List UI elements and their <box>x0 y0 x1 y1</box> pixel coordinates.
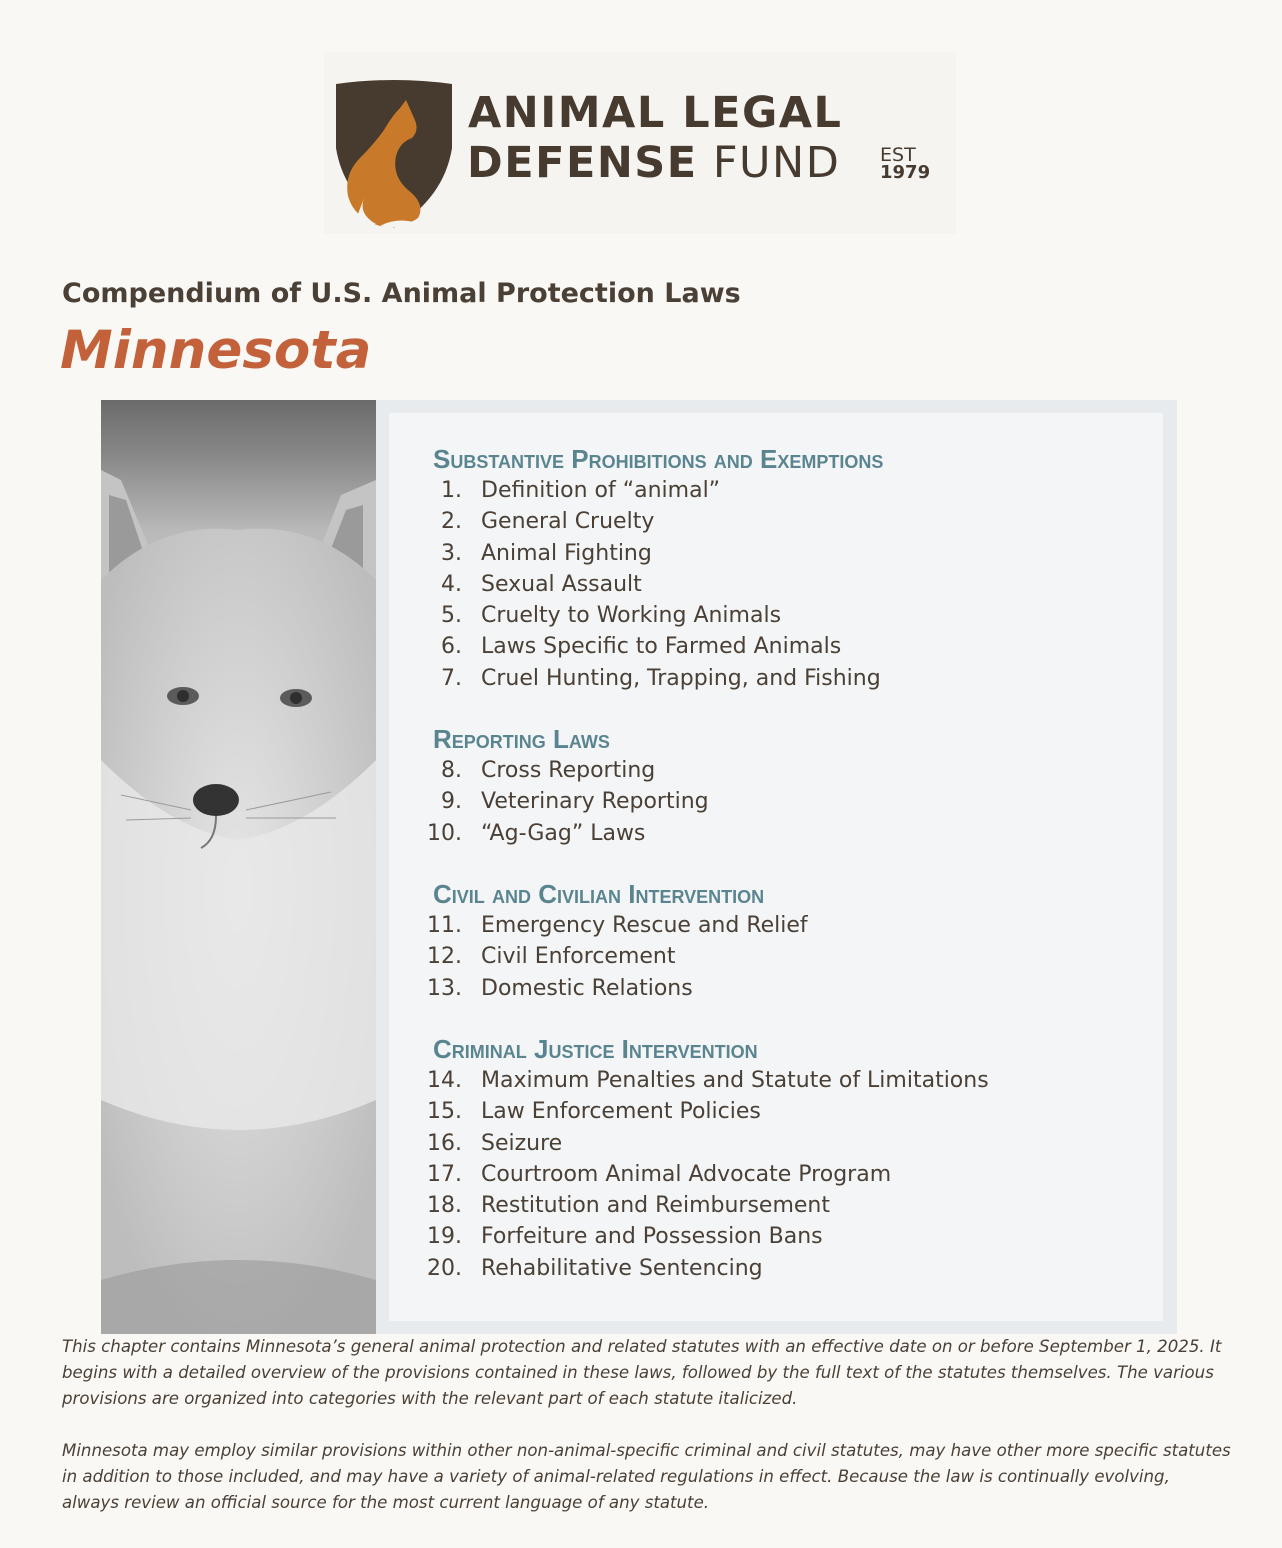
toc-item-label: Definition of “animal” <box>481 478 721 503</box>
toc-item-number: 10. <box>427 820 462 846</box>
toc-item-label: General Cruelty <box>481 509 655 535</box>
toc-item-number: 5. <box>441 603 462 629</box>
toc-item-number: 18. <box>427 1193 462 1219</box>
toc-item-label: Civil Enforcement <box>481 944 676 970</box>
toc-item-number: 7. <box>441 665 462 691</box>
toc-item[interactable] <box>427 1221 823 1252</box>
toc-item-number: 16. <box>427 1130 462 1156</box>
toc-item[interactable] <box>433 569 883 600</box>
toc-item-label: Emergency Rescue and Relief <box>481 913 808 938</box>
toc-item-label: “Ag-Gag” Laws <box>481 820 646 846</box>
toc-item-label: Maximum Penalties and Statute of Limitations <box>481 1068 989 1093</box>
logo-fund: FUND <box>712 138 841 188</box>
toc-item-number: 6. <box>441 634 462 660</box>
toc-item[interactable] <box>433 538 883 569</box>
toc-section-reporting <box>427 723 709 849</box>
section-heading: Substantive Prohibitions and Exemptions <box>433 444 884 474</box>
toc-item-label: Cross Reporting <box>481 758 656 783</box>
logo-est <box>880 146 930 182</box>
toc-item[interactable] <box>433 663 883 694</box>
toc-item[interactable] <box>433 631 883 662</box>
logo-line-2 <box>467 138 841 188</box>
section-heading: Reporting Laws <box>433 724 610 754</box>
toc-panel <box>389 413 1163 1321</box>
toc-item-label: Domestic Relations <box>481 975 693 1001</box>
toc-item-label: Laws Specific to Farmed Animals <box>481 634 842 660</box>
toc-item[interactable] <box>427 910 808 941</box>
toc-item-label: Law Enforcement Policies <box>481 1099 761 1125</box>
toc-item[interactable] <box>427 973 764 1004</box>
toc-item-number: 20. <box>427 1255 462 1281</box>
toc-item-number: 11. <box>427 913 462 938</box>
section-heading: Civil and Civilian Intervention <box>433 879 765 909</box>
toc-item-number: 15. <box>427 1099 462 1125</box>
toc-item[interactable] <box>433 755 656 786</box>
toc-item[interactable] <box>427 1190 830 1221</box>
toc-item[interactable] <box>427 1159 892 1190</box>
toc-item-number: 14. <box>427 1068 462 1093</box>
toc-item-number: 12. <box>427 944 462 970</box>
toc-item[interactable] <box>433 786 709 817</box>
toc-item-number: 9. <box>441 789 462 815</box>
note-paragraph-2: Minnesota may employ similar provisions within other non-animal-specific criminal and civil statutes, may have other more specific statutes in addition to those included, and may have a variety of animal-related regulations in effect. Because the law is continually evolving, always review an official source for the most current language of any statute. <box>62 1441 1231 1512</box>
toc-item-label: Sexual Assault <box>481 571 642 597</box>
toc-item-number: 8. <box>441 758 462 783</box>
toc-item-label: Courtroom Animal Advocate Program <box>481 1161 892 1187</box>
toc-item-label: Restitution and Reimbursement <box>481 1193 830 1219</box>
toc-item-number: 4. <box>441 571 462 597</box>
logo-defense: DEFENSE <box>467 138 698 188</box>
toc-item-number: 17. <box>427 1161 462 1187</box>
toc-item-label: Cruel Hunting, Trapping, and Fishing <box>481 665 881 691</box>
toc-item-label: Animal Fighting <box>481 540 652 566</box>
document-subtitle: Compendium of U.S. Animal Protection Laws <box>62 278 741 309</box>
toc-item-label: Forfeiture and Possession Bans <box>481 1224 823 1250</box>
fox-shield-icon <box>334 78 454 234</box>
toc-item-label: Veterinary Reporting <box>481 789 709 815</box>
toc-item-number: 1. <box>441 478 462 503</box>
toc-item[interactable] <box>433 506 883 537</box>
organization-logo <box>324 52 956 234</box>
toc-item[interactable] <box>427 1128 758 1159</box>
logo-est-label: EST <box>880 144 916 166</box>
fox-photo <box>101 400 376 1334</box>
toc-item-number: 3. <box>441 540 462 566</box>
toc-item[interactable] <box>427 818 646 849</box>
toc-item[interactable] <box>433 600 883 631</box>
section-heading: Criminal Justice Intervention <box>433 1034 758 1064</box>
fox-photo-icon <box>101 400 376 1334</box>
toc-item[interactable] <box>427 1065 989 1096</box>
logo-line-1: ANIMAL LEGAL <box>468 88 843 138</box>
toc-item[interactable] <box>427 941 764 972</box>
toc-section-criminal <box>427 1033 989 1284</box>
note-paragraph-1: This chapter contains Minnesota’s general animal protection and related statutes with an effective date on or before September 1, 2025. It begins with a detailed overview of the provisions contained in these laws, followed by the full text of the statutes themselves. The various provisions are organized into categories with the relevant part of each statute italicized. <box>62 1337 1222 1408</box>
toc-item[interactable] <box>433 475 883 506</box>
toc-section-substantive <box>433 443 883 694</box>
toc-section-civil <box>427 878 808 1004</box>
toc-item-label: Cruelty to Working Animals <box>481 603 782 629</box>
toc-item-label: Seizure <box>481 1130 563 1156</box>
logo-est-year: 1979 <box>880 162 931 183</box>
toc-item[interactable] <box>427 1096 761 1127</box>
toc-item-number: 19. <box>427 1224 462 1250</box>
toc-item-label: Rehabilitative Sentencing <box>481 1255 763 1281</box>
toc-item-number: 13. <box>427 975 462 1001</box>
chapter-notes <box>62 1334 1232 1542</box>
state-title: Minnesota <box>60 320 372 381</box>
toc-item[interactable] <box>427 1253 763 1284</box>
toc-item-number: 2. <box>441 509 462 535</box>
